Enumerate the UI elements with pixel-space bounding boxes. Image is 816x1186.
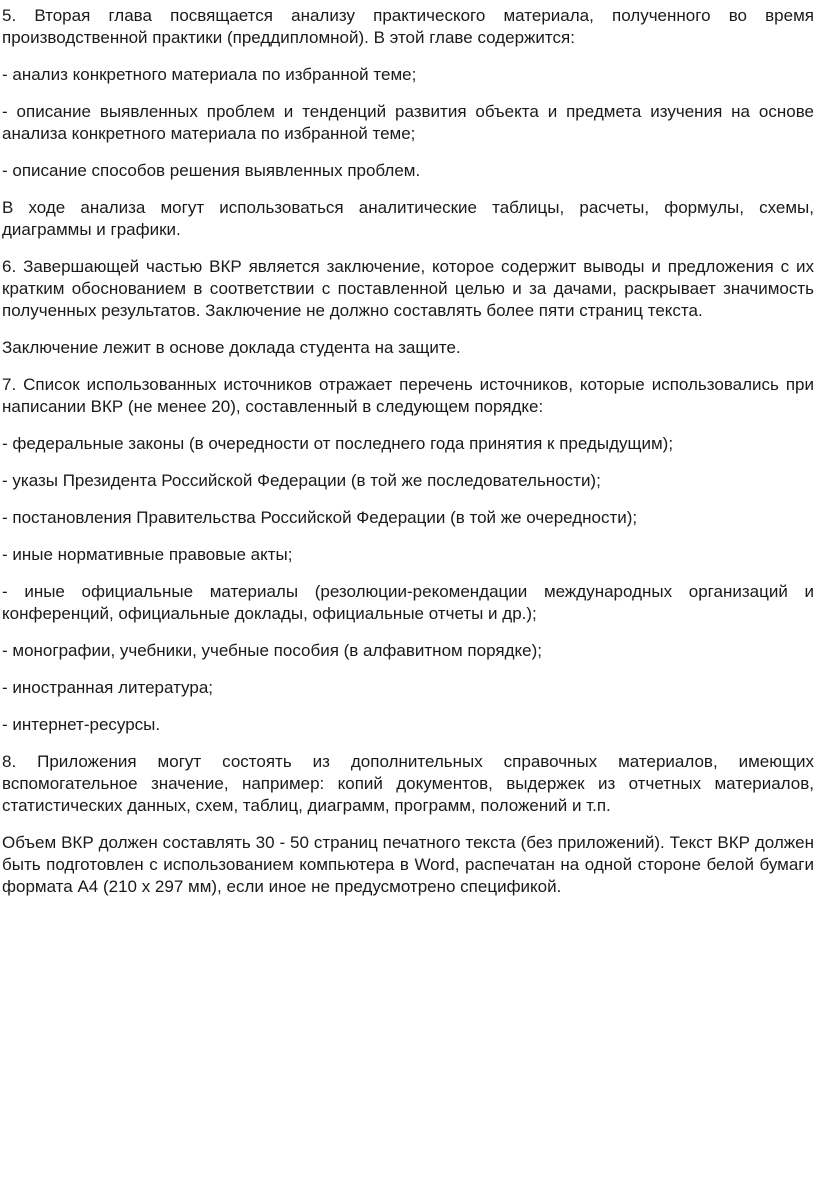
paragraph-analysis-tools: В ходе анализа могут использоваться аналитические таблицы, расчеты, формулы, схемы, диаграммы и графики. <box>2 198 814 239</box>
list-item-government-resolutions: - постановления Правительства Российской Федерации (в той же очередности); <box>2 508 638 527</box>
paragraph-section-7: 7. Список использованных источников отражает перечень источников, которые использовались при написании ВКР (не менее 20), составленный в следующем порядке: <box>2 375 814 416</box>
list-item-problems-description: - описание выявленных проблем и тенденций развития объекта и предмета изучения на основе анализа конкретного материала по избранной теме; <box>2 102 814 143</box>
list-item-foreign-literature: - иностранная литература; <box>2 678 213 697</box>
list-item-presidential-decrees: - указы Президента Российской Федерации (в той же последовательности); <box>2 471 601 490</box>
paragraph-conclusion-basis: Заключение лежит в основе доклада студента на защите. <box>2 338 461 357</box>
list-item-federal-laws: - федеральные законы (в очередности от последнего года принятия к предыдущим); <box>2 434 674 453</box>
list-item-internet-resources: - интернет-ресурсы. <box>2 715 161 734</box>
paragraph-section-6: 6. Завершающей частью ВКР является заключение, которое содержит выводы и предложения с их кратким обоснованием в соответствии с поставленной целью и за дачами, раскрывает значимость полученных результатов. Заключение не должно составлять более пяти страниц текста. <box>2 257 814 320</box>
document-body <box>2 5 814 913</box>
list-item-solutions: - описание способов решения выявленных проблем. <box>2 161 421 180</box>
list-item-monographs: - монографии, учебники, учебные пособия (в алфавитном порядке); <box>2 641 542 660</box>
list-item-analysis: - анализ конкретного материала по избранной теме; <box>2 65 417 84</box>
list-item-other-acts: - иные нормативные правовые акты; <box>2 545 293 564</box>
paragraph-section-5: 5. Вторая глава посвящается анализу практического материала, полученного во время производственной практики (преддипломной). В этой главе содержится: <box>2 6 814 47</box>
list-item-official-materials: - иные официальные материалы (резолюции-рекомендации международных организаций и конференций, официальные доклады, официальные отчеты и др.); <box>2 582 814 623</box>
paragraph-section-8: 8. Приложения могут состоять из дополнительных справочных материалов, имеющих вспомогательное значение, например: копий документов, выдержек из отчетных материалов, статистических данных, схем, таблиц, диаграмм, программ, положений и т.п. <box>2 752 814 815</box>
paragraph-volume-requirements: Объем ВКР должен составлять 30 - 50 страниц печатного текста (без приложений). Текст ВКР должен быть подготовлен с использованием компьютера в Word, распечатан на одной стороне белой бумаги формата А4 (210 х 297 мм), если иное не предусмотрено спецификой. <box>2 833 814 896</box>
